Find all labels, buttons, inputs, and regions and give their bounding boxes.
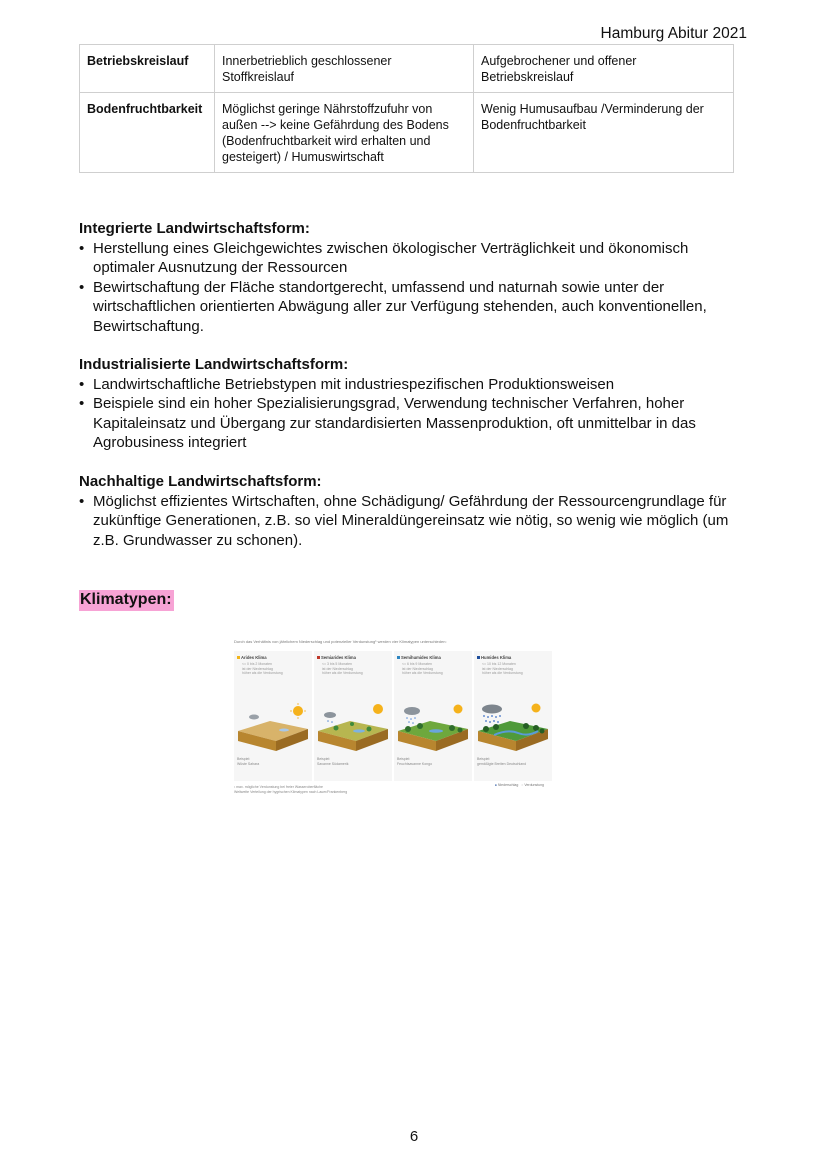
panel-semiarid — [314, 651, 392, 781]
page-header: Hamburg Abitur 2021 — [600, 25, 747, 42]
panel-foot: Beispiel: — [397, 757, 411, 761]
section-title: Industrialisierte Landwirtschaftsform: — [79, 356, 349, 373]
panel-title: Arides Klima — [241, 655, 267, 660]
semihumid-landscape-illustration — [394, 651, 472, 751]
panel-title: Humides Klima — [481, 655, 512, 660]
list-item: • Herstellung eines Gleichgewichtes zwischen ökologischer Verträglichkeit und ökonomisch optimaler Ausnutzung der Ressourcen — [79, 239, 749, 278]
panel-semihumid — [394, 651, 472, 781]
panel-sub: <= 3 bis 5 Monaten — [322, 662, 352, 666]
panel-sub: <= 10 bis 12 Monaten — [482, 662, 516, 666]
panel-foot: gemäßigte Breiten Deutschland — [477, 761, 527, 766]
humid-landscape-illustration — [474, 651, 552, 751]
figure-caption: Durch das Verhältnis von jährlichem Niederschlag und potenzieller Verdunstung¹ werden vier Klimatypen unterschieden: — [234, 639, 447, 644]
panel-sub: ist der Niederschlag — [322, 666, 353, 671]
list-item: • Beispiele sind ein hoher Spezialisierungsgrad, Verwendung technischer Verfahren, hoher Kapitaleinsatz und Übergang zur standardisierten Massenproduktion, oft unmittelbar in das Agrobusiness integriert — [79, 394, 749, 453]
panel-title: Semihumides Klima — [401, 655, 441, 660]
list-item: • Landwirtschaftliche Betriebstypen mit industriespezifischen Produktionsweisen — [79, 375, 749, 395]
climate-types-figure — [232, 637, 550, 797]
panel-arid — [234, 651, 312, 781]
legend-precip: Niederschlag — [497, 783, 519, 787]
list-item: • Bewirtschaftung der Fläche standortgerecht, umfassend und naturnah sowie unter der wirtschaftlichen orientierten Abwägung aller zur Verfügung stehenden, auch konventionellen, Bewirtschaftung. — [79, 278, 749, 337]
panel-title: Semiarides Klima — [321, 655, 356, 660]
table-row — [80, 45, 734, 93]
panel-foot: Beispiel: — [477, 757, 491, 761]
figure-footnote: ¹ max. mögliche Verdunstung bei freier Wasseroberfläche — [234, 785, 323, 789]
panel-foot: Wüste Sahara — [237, 761, 260, 766]
panel-sub: höher als die Verdunstung — [482, 671, 523, 675]
bullet-list — [79, 239, 749, 337]
klimatypen-heading: Klimatypen: — [79, 590, 174, 611]
section-nachhaltige — [79, 472, 749, 550]
panel-foot: Beispiel: — [237, 757, 251, 761]
legend-evap: Verdunstung — [524, 783, 544, 787]
raindrop-icon: ● — [494, 783, 497, 787]
evaporation-icon: ○ — [521, 783, 524, 787]
panel-sub: <= 6 bis 9 Monaten — [402, 662, 432, 666]
row-label: Betriebskreislauf — [80, 45, 215, 93]
table-cell: Aufgebrochener und offener Betriebskreislauf — [474, 45, 734, 93]
comparison-table — [79, 44, 734, 173]
panel-sub: höher als die Verdunstung — [322, 671, 363, 675]
section-title: Nachhaltige Landwirtschaftsform: — [79, 473, 322, 490]
list-item: • Möglichst effizientes Wirtschaften, ohne Schädigung/ Gefährdung der Ressourcengrundlage für zukünftige Generationen, z.B. so viel Mineraldüngereinsatz wie nötig, so wenig wie möglich (um z.B. Grundwasser zu schonen). — [79, 492, 749, 551]
panel-foot: Beispiel: — [317, 757, 331, 761]
semiarid-landscape-illustration — [314, 651, 392, 751]
table-cell: Innerbetrieblich geschlossener Stoffkreislauf — [215, 45, 474, 93]
panel-sub: höher als die Verdunstung — [402, 671, 443, 675]
section-title: Integrierte Landwirtschaftsform: — [79, 220, 310, 237]
figure-source: Weltweite Verteilung der hygrischen Klimatypen nach Lauer/Frankenberg — [234, 789, 348, 794]
panel-sub: ist der Niederschlag — [402, 666, 433, 671]
bullet-list — [79, 492, 749, 551]
table-row — [80, 93, 734, 173]
section-industrialisierte — [79, 355, 749, 453]
panel-sub: höher als die Verdunstung — [242, 671, 283, 675]
panel-foot: Feuchtsavanne Kongo — [397, 761, 433, 766]
arid-landscape-illustration — [234, 651, 312, 751]
table-cell: Möglichst geringe Nährstoffzufuhr von außen --> keine Gefährdung des Bodens (Bodenfruchtbarkeit wird erhalten und gesteigert) / Humuswirtschaft — [215, 93, 474, 173]
figure-legend — [495, 783, 544, 787]
table-cell: Wenig Humusaufbau /Verminderung der Bodenfruchtbarkeit — [474, 93, 734, 173]
panel-sub: ist der Niederschlag — [242, 666, 273, 671]
panel-foot: Savanne Südamerik — [317, 761, 349, 766]
section-integrierte — [79, 219, 749, 336]
row-label: Bodenfruchtbarkeit — [80, 93, 215, 173]
page-number: 6 — [409, 1128, 419, 1145]
panel-sub: <= 0 bis 2 Monaten — [242, 662, 272, 666]
bullet-list — [79, 375, 749, 453]
panel-sub: ist der Niederschlag — [482, 666, 513, 671]
panel-humid — [474, 651, 552, 781]
